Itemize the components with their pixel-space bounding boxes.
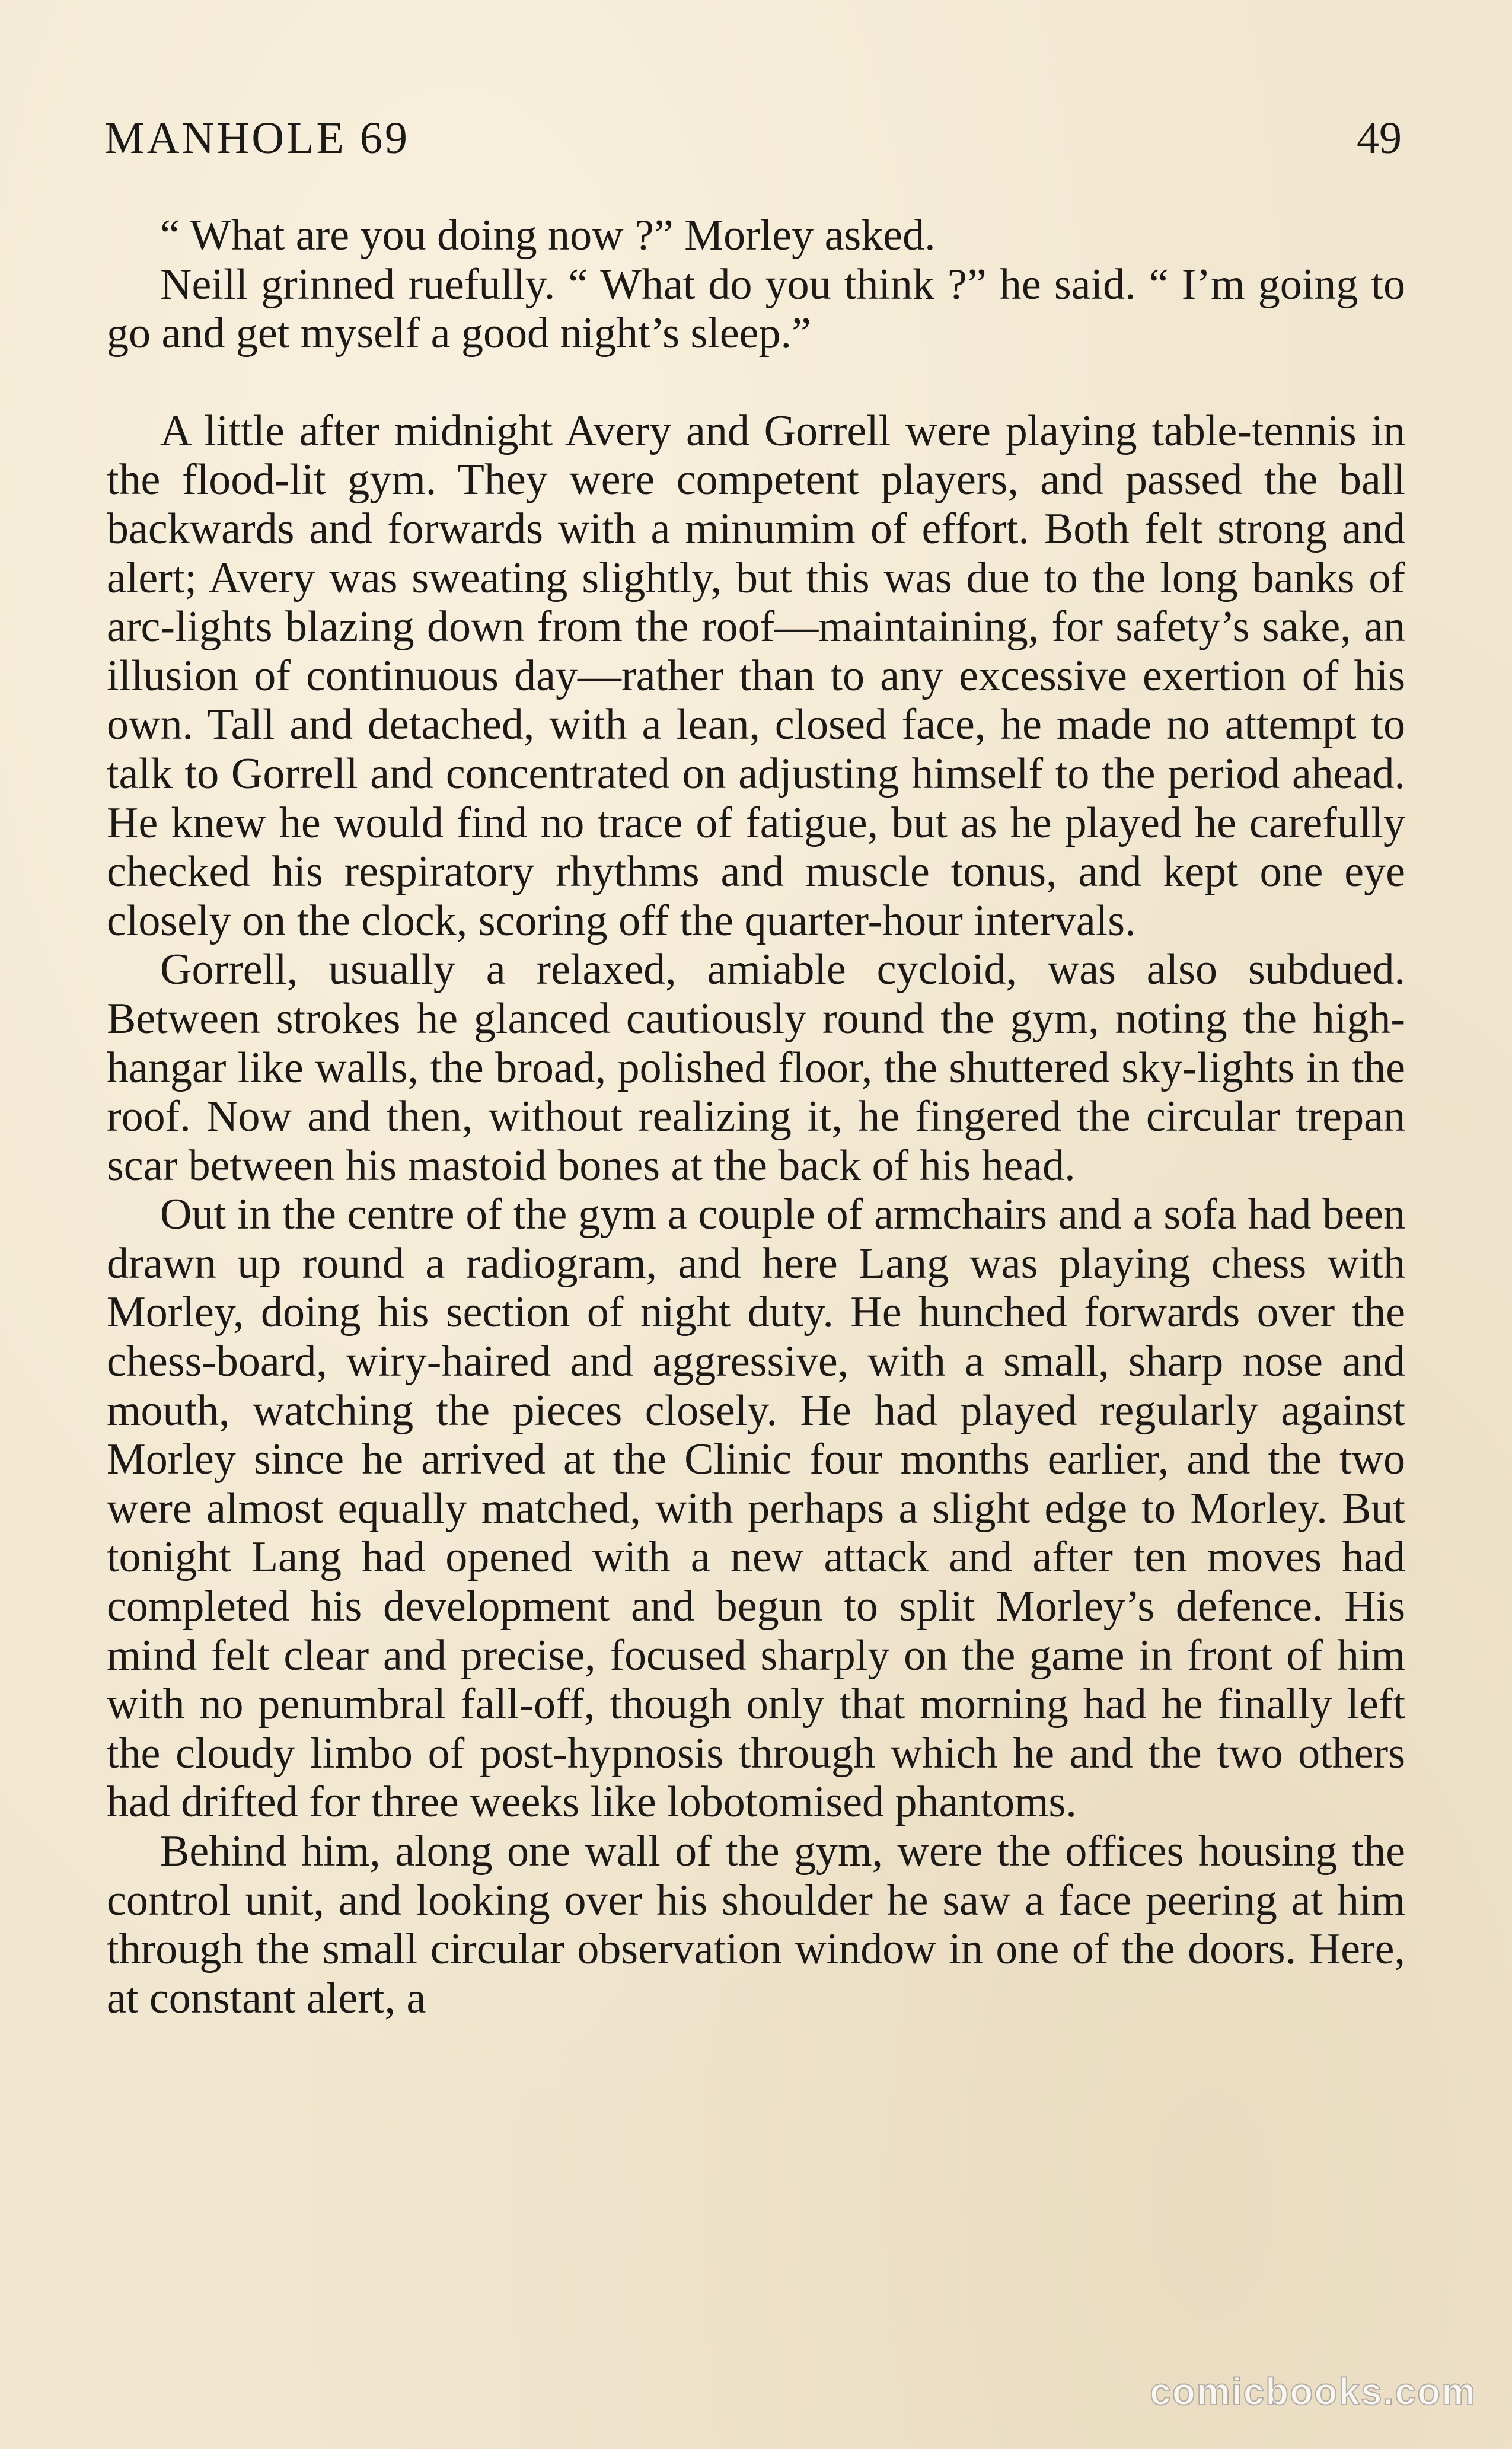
paragraph: Behind him, along one wall of the gym, were the offices housing the control unit, and looking over his shoulder he saw a face peering at him through the small circular observation window in one of the doors. Here, at constant alert, a <box>107 1827 1405 2023</box>
paragraph: Out in the centre of the gym a couple of armchairs and a sofa had been drawn up round a radiogram, and here Lang was playing chess with Morley, doing his section of night duty. He hunched forwards over the chess-board, wiry-haired and aggressive, with a small, sharp nose and mouth, watching the pieces closely. He had played regularly against Morley since he arrived at the Clinic four months earlier, and the two were almost equally matched, with perhaps a slight edge to Morley. But tonight Lang had opened with a new attack and after ten moves had completed his development and begun to split Morley’s defence. His mind felt clear and precise, focused sharply on the game in front of him with no penumbral fall-off, though only that morning had he finally left the cloudy limbo of post-hypnosis through which he and the two others had drifted for three weeks like lobotomised phantoms. <box>107 1190 1405 1827</box>
paragraph: Gorrell, usually a relaxed, amiable cycloid, was also subdued. Between strokes he glanced cautiously round the gym, noting the high-hangar like walls, the broad, polished floor, the shuttered sky-lights in the roof. Now and then, without realizing it, he fingered the circular trepan scar between his mastoid bones at the back of his head. <box>107 945 1405 1190</box>
paragraph: A little after midnight Avery and Gorrell were playing table-tennis in the flood-lit gym. They were competent players, and passed the ball backwards and forwards with a minumim of effort. Both felt strong and alert; Avery was sweating slightly, but this was due to the long banks of arc-lights blazing down from the roof—maintaining, for safety’s sake, an illusion of continuous day—rather than to any excessive exertion of his own. Tall and detached, with a lean, closed face, he made no attempt to talk to Gorrell and concentrated on adjusting himself to the period ahead. He knew he would find no trace of fatigue, but as he played he carefully checked his respiratory rhythms and muscle tonus, and kept one eye closely on the clock, scoring off the quarter-hour intervals. <box>107 406 1405 945</box>
running-title: MANHOLE 69 <box>104 113 410 163</box>
paragraph: “ What are you doing now ?” Morley asked. <box>160 211 936 260</box>
paragraph: Neill grinned ruefully. “ What do you think ?” he said. “ I’m going to go and get myself a good night’s sleep.” <box>107 260 1405 358</box>
body-text <box>107 211 1405 2023</box>
running-head <box>104 113 1402 166</box>
watermark: comicbooks.com <box>1150 2370 1476 2413</box>
page-number: 49 <box>1357 113 1402 163</box>
